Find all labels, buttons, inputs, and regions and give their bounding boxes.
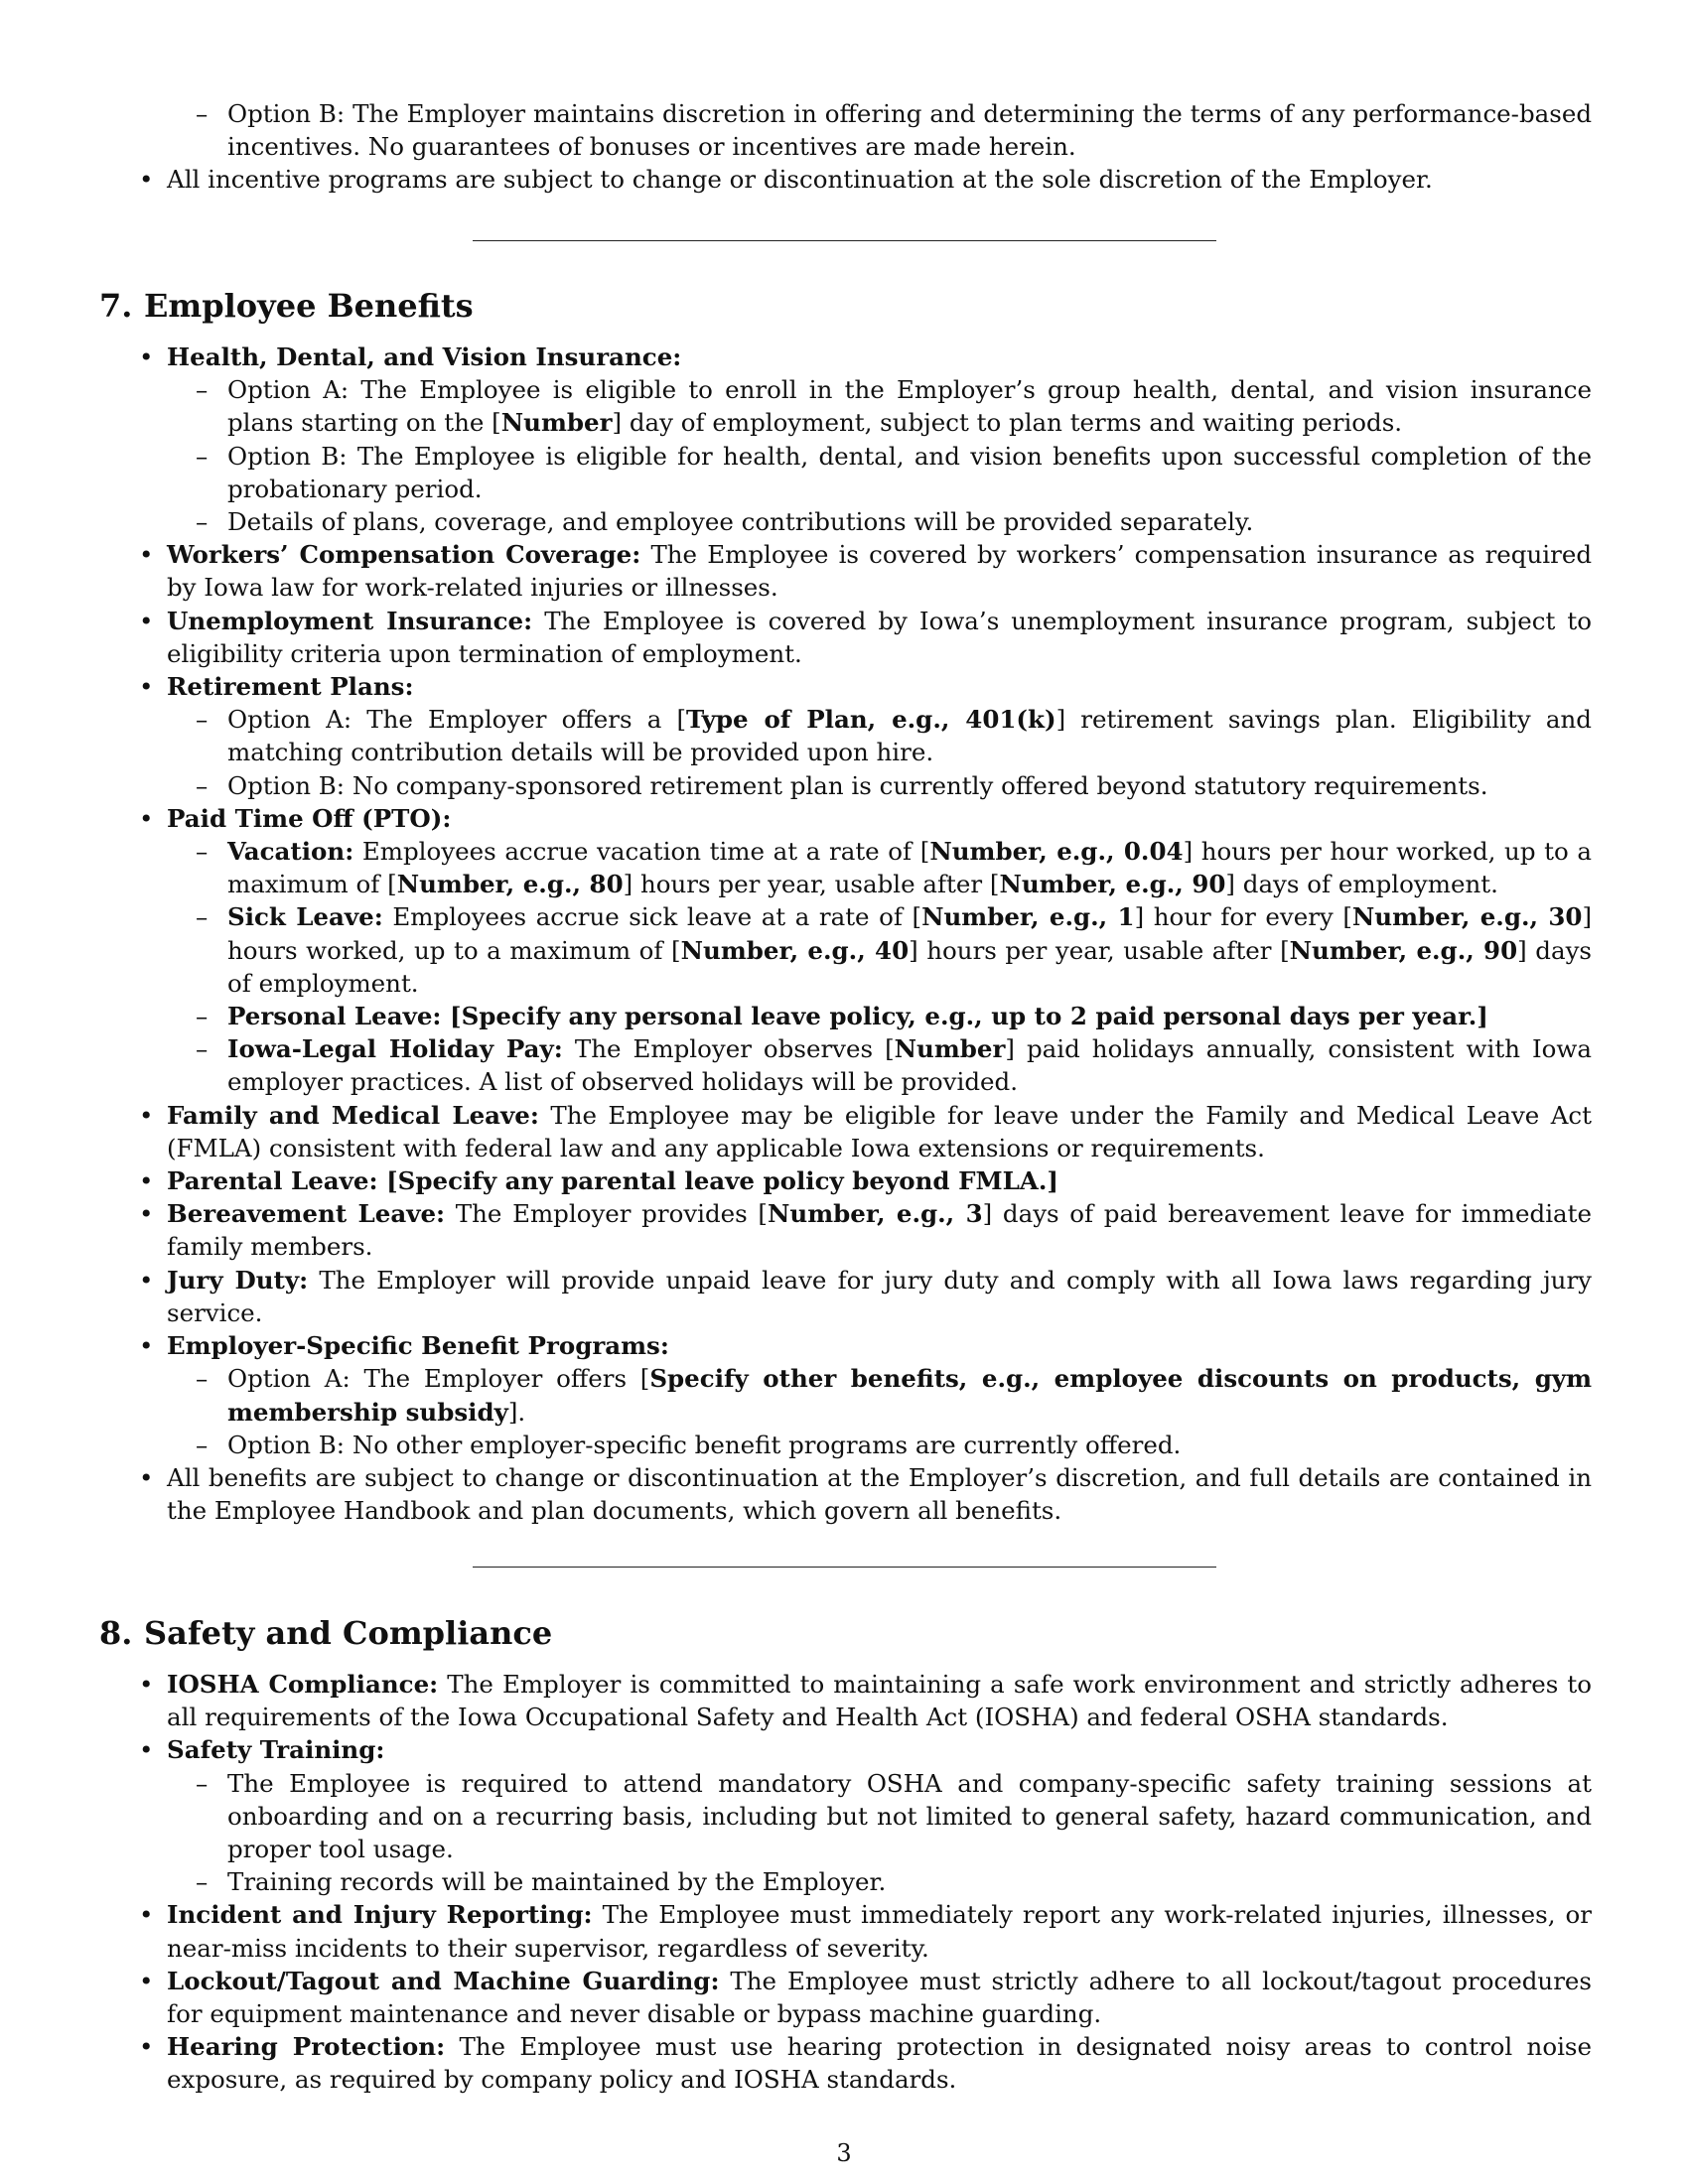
employer-specific-option-a: – Option A: The Employer offers [Specify other benefits, e.g., employee discounts on products, gym membership subsidy]. (227, 1362, 1592, 1428)
safety-incident-reporting: • Incident and Injury Reporting: The Employee must immediately report any work-related injuries, illnesses, or near-miss incidents to their supervisor, regardless of severity. (167, 1898, 1592, 1964)
section-number: 7. (99, 287, 133, 325)
pto-sick-leave: – Sick Leave: Employees accrue sick leave at a rate of [Number, e.g., 1] hour for every [Number, e.g., 30] hours worked, up to a maximum of [Number, e.g., 40] hours per year, usable after [Number, e.g., 90] days of employment. (227, 900, 1592, 1000)
benefit-employer-specific: • Employer-Specific Benefit Programs: – Option A: The Employer offers [Specify other benefits, e.g., employee discounts on products, gym membership subsidy]. – Option B: No other employer-specific benefit programs are currently offered. (167, 1329, 1592, 1461)
pto-holiday-pay: – Iowa-Legal Holiday Pay: The Employer observes [Number] paid holidays annually, consistent with Iowa employer practices. A list of observed holidays will be provided. (227, 1032, 1592, 1098)
safety-iosha: • IOSHA Compliance: The Employer is committed to maintaining a safe work environment and strictly adheres to all requirements of the Iowa Occupational Safety and Health Act (IOSHA) and federal OSHA standards. (167, 1668, 1592, 1733)
section-7-body (167, 341, 1592, 1527)
benefit-fmla: • Family and Medical Leave: The Employee may be eligible for leave under the Family and Medical Leave Act (FMLA) consistent with federal law and any applicable Iowa extensions or requirements. (167, 1099, 1592, 1164)
benefit-parental-leave: • Parental Leave: [Specify any parental leave policy beyond FMLA.] (167, 1164, 1592, 1197)
benefit-unemployment: • Unemployment Insurance: The Employee is covered by Iowa’s unemployment insurance program, subject to eligibility criteria upon termination of employment. (167, 605, 1592, 670)
health-option-a: – Option A: The Employee is eligible to enroll in the Employer’s group health, dental, and vision insurance plans starting on the [Number] day of employment, subject to plan terms and waiting periods. (227, 373, 1592, 439)
health-option-b: – Option B: The Employee is eligible for health, dental, and vision benefits upon successful completion of the probationary period. (227, 440, 1592, 505)
benefit-retirement: • Retirement Plans: – Option A: The Employer offers a [Type of Plan, e.g., 401(k)] retirement savings plan. Eligibility and matching contribution details will be provided upon hire. – Option B: No company-sponsored retirement plan is currently offered beyond statutory requirements. (167, 670, 1592, 802)
benefit-label: Health, Dental, and Vision Insurance: (167, 342, 682, 371)
safety-training: • Safety Training: – The Employee is required to attend mandatory OSHA and company-specific safety training sessions at onboarding and on a recurring basis, including but not limited to general safety, hazard communication, and proper tool usage. – Training records will be maintained by the Employer. (167, 1733, 1592, 1898)
benefit-health (167, 341, 1592, 538)
page-number: 3 (836, 2139, 852, 2167)
retirement-option-b: – Option B: No company-sponsored retirement plan is currently offered beyond statutory requirements. (227, 769, 1592, 802)
section-title: Employee Benefits (144, 287, 474, 325)
section-heading-7 (99, 286, 474, 326)
pto-personal-leave: – Personal Leave: [Specify any personal leave policy, e.g., up to 2 paid personal days per year.] (227, 1000, 1592, 1032)
pto-vacation: – Vacation: Employees accrue vacation time at a rate of [Number, e.g., 0.04] hours per hour worked, up to a maximum of [Number, e.g., 80] hours per year, usable after [Number, e.g., 90] days of employment. (227, 835, 1592, 900)
section-8-body (167, 1668, 1592, 2097)
health-details: – Details of plans, coverage, and employee contributions will be provided separately. (227, 505, 1592, 538)
safety-lockout-tagout: • Lockout/Tagout and Machine Guarding: The Employee must strictly adhere to all lockout/tagout procedures for equipment maintenance and never disable or bypass machine guarding. (167, 1965, 1592, 2030)
section-title: Safety and Compliance (144, 1614, 553, 1652)
incentives-continuation (167, 97, 1592, 197)
incentive-change-bullet: • All incentive programs are subject to change or discontinuation at the sole discretion of the Employer. (167, 163, 1592, 196)
training-records: – Training records will be maintained by the Employer. (227, 1865, 1592, 1898)
retirement-option-a: – Option A: The Employer offers a [Type of Plan, e.g., 401(k)] retirement savings plan. Eligibility and matching contribution details will be provided upon hire. (227, 703, 1592, 768)
benefit-workers-comp: • Workers’ Compensation Coverage: The Employee is covered by workers’ compensation insurance as required by Iowa law for work-related injuries or illnesses. (167, 538, 1592, 604)
safety-hearing-protection: • Hearing Protection: The Employee must use hearing protection in designated noisy areas to control noise exposure, as required by company policy and IOSHA standards. (167, 2030, 1592, 2096)
section-number: 8. (99, 1614, 133, 1652)
benefit-pto: • Paid Time Off (PTO): – Vacation: Employees accrue vacation time at a rate of [Number, e.g., 0.04] hours per hour worked, up to a maximum of [Number, e.g., 80] hours per year, usable after [Number, e.g., 90] days of employment. – Sick Leave: Employees accrue sick leave at a rate of [Number, e.g., 1] hour for every [Number, e.g., 30] hours worked, up to a maximum of [Number, e.g., 40] hours per year, usable after [Number, e.g., 90] days of employment. – Personal Leave: [Specify any personal leave policy, e.g., up to 2 paid personal days per year.] – Iowa-Legal Holiday Pay: The Employer observes [Number] paid holidays annually, consistent with Iowa employer practices. A list of observed holidays will be provided. (167, 802, 1592, 1099)
continuation-item (167, 97, 1592, 163)
incentive-option-b: – Option B: The Employer maintains discretion in offering and determining the terms of any performance-based incentives. No guarantees of bonuses or incentives are made herein. (227, 97, 1592, 163)
employer-specific-option-b: – Option B: No other employer-specific benefit programs are currently offered. (227, 1429, 1592, 1461)
section-heading-8 (99, 1613, 552, 1653)
section-divider (473, 1567, 1216, 1568)
training-requirement: – The Employee is required to attend mandatory OSHA and company-specific safety training sessions at onboarding and on a recurring basis, including but not limited to general safety, hazard communication, and proper tool usage. (227, 1767, 1592, 1866)
benefits-change-bullet: • All benefits are subject to change or discontinuation at the Employer’s discretion, and full details are contained in the Employee Handbook and plan documents, which govern all benefits. (167, 1461, 1592, 1527)
benefit-jury-duty: • Jury Duty: The Employer will provide unpaid leave for jury duty and comply with all Iowa laws regarding jury service. (167, 1264, 1592, 1329)
section-divider (473, 240, 1216, 241)
benefit-bereavement: • Bereavement Leave: The Employer provides [Number, e.g., 3] days of paid bereavement leave for immediate family members. (167, 1197, 1592, 1263)
